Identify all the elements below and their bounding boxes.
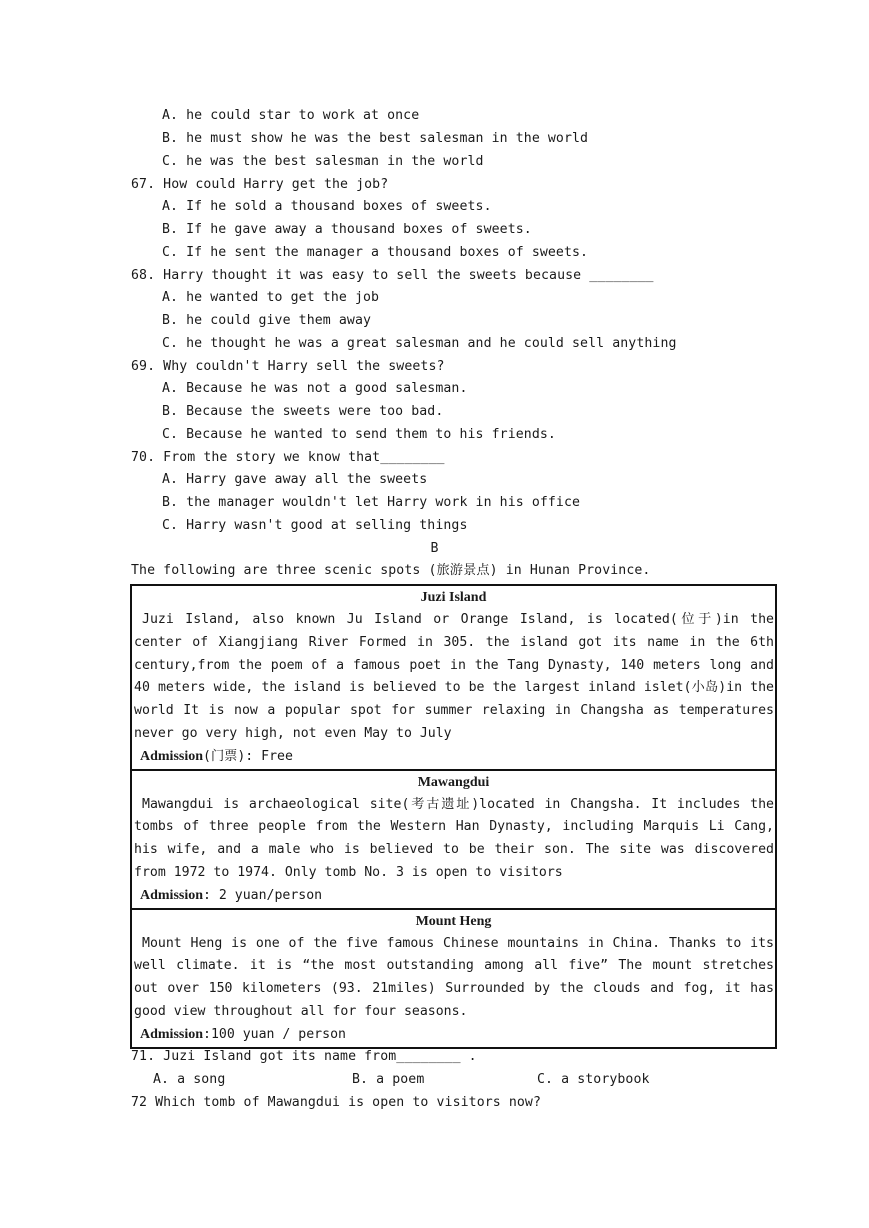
spot-card	[131, 770, 776, 909]
section-letter: B	[430, 541, 439, 556]
q67-option-b: B. If he gave away a thousand boxes of sweets.	[162, 222, 532, 237]
spot-description: Mawangdui is archaeological site(考古遗址)located in Changsha. It includes the tombs of three people from the Western Han Dynasty, including Marquis Li Cang, his wife, and a male who is believed to be their son. The site was discovered from 1972 to 1974. Only tomb No. 3 is open to visitors	[134, 796, 774, 880]
q69-option-c: C. Because he wanted to send them to his friends.	[162, 427, 556, 442]
spot-admission	[132, 885, 775, 908]
q71-stem: 71. Juzi Island got its name from________ .	[131, 1049, 477, 1064]
q66-option-c: C. he was the best salesman in the world	[162, 154, 484, 169]
spot-title: Juzi Island	[420, 590, 487, 605]
q67-option-a: A. If he sold a thousand boxes of sweets.	[162, 199, 492, 214]
spot-title: Mawangdui	[417, 774, 490, 790]
spot-admission	[132, 1024, 775, 1047]
section-intro: The following are three scenic spots (旅游景点) in Hunan Province.	[131, 563, 651, 578]
q70-option-c: C. Harry wasn't good at selling things	[162, 518, 468, 533]
q68-stem: 68. Harry thought it was easy to sell the sweets because ________	[131, 268, 654, 283]
q66-option-b: B. he must show he was the best salesman in the world	[162, 131, 589, 146]
q71-option-c: C. a storybook	[537, 1072, 650, 1087]
admission-label: Admission	[140, 1026, 204, 1042]
q70-stem: 70. From the story we know that________	[131, 450, 445, 465]
q68-option-c: C. he thought he was a great salesman and he could sell anything	[162, 336, 677, 351]
spot-card	[131, 585, 776, 770]
spot-admission	[132, 746, 775, 769]
q68-option-b: B. he could give them away	[162, 313, 372, 328]
q70-option-b: B. the manager wouldn't let Harry work in his office	[162, 495, 581, 510]
admission-value: :100 yuan / person	[203, 1026, 346, 1042]
q69-option-b: B. Because the sweets were too bad.	[162, 404, 444, 419]
q66-option-a: A. he could star to work at once	[162, 108, 420, 123]
admission-value: : 2 yuan/person	[203, 887, 323, 903]
spot-card	[131, 909, 776, 1048]
spot-description: Juzi Island, also known Ju Island or Orange Island, is located(位于)in the center of Xiangjiang River Formed in 305. the island got its name in the 6th century,from the poem of a famous poet in the Tang Dynasty, 140 meters long and 40 meters wide, the island is believed to be the largest inland islet(小岛)in the world It is now a popular spot for summer relaxing in Changsha as temperatures never go very high, not even May to July	[134, 612, 774, 741]
q72-stem: 72 Which tomb of Mawangdui is open to visitors now?	[131, 1095, 542, 1110]
q69-option-a: A. Because he was not a good salesman.	[162, 381, 468, 396]
q69-stem: 69. Why couldn't Harry sell the sweets?	[131, 359, 445, 374]
spot-title: Mount Heng	[415, 913, 492, 929]
admission-value: (门票): Free	[203, 748, 293, 764]
q67-option-c: C. If he sent the manager a thousand boxes of sweets.	[162, 245, 589, 260]
scenic-spots-table	[130, 584, 777, 1049]
q70-option-a: A. Harry gave away all the sweets	[162, 472, 428, 487]
q71-option-b: B. a poem	[352, 1072, 425, 1087]
q68-option-a: A. he wanted to get the job	[162, 290, 380, 305]
admission-label: Admission	[140, 748, 204, 764]
spot-description: Mount Heng is one of the five famous Chinese mountains in China. Thanks to its well climate. it is “the most outstanding among all five” The mount stretches out over 150 kilometers (93. 21miles) Surrounded by the clouds and fog, it has good view throughout all for four seasons.	[134, 935, 774, 1019]
q67-stem: 67. How could Harry get the job?	[131, 177, 389, 192]
q71-option-a: A. a song	[153, 1072, 226, 1087]
admission-label: Admission	[140, 887, 204, 903]
